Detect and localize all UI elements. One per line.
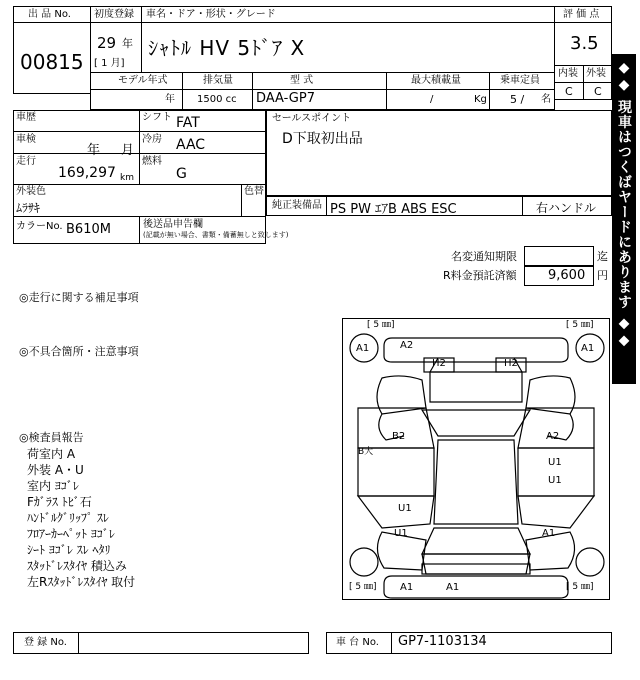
chassis-number-label: 車 台 No. — [336, 637, 379, 648]
history-label: 車歴 — [16, 112, 36, 123]
steering: 右ハンドル — [536, 201, 597, 215]
damage-mark: B2 — [392, 431, 406, 442]
damage-mark: U1 — [394, 528, 408, 539]
equipment-label: 純正装備品 — [272, 200, 322, 211]
damage-mark: U1 — [398, 503, 412, 514]
damage-mark: U1 — [548, 457, 562, 468]
recycle-label: R料金預託済額 — [443, 269, 517, 282]
mileage-label: 走行 — [16, 156, 36, 167]
inspection-month-unit: 月 — [121, 143, 135, 158]
interior-label: 内装 — [558, 68, 578, 79]
ac: AAC — [176, 137, 206, 153]
lot-number-label: 出 品 No. — [28, 9, 71, 20]
car-diagram — [342, 318, 610, 600]
damage-mark: A2 — [546, 431, 560, 442]
max-load-unit: Kg — [474, 94, 487, 105]
model-type: DAA-GP7 — [256, 91, 315, 106]
sales-points-text: D下取初出品 — [282, 131, 363, 147]
model-label: 車名・ドア・形状・グレード — [146, 9, 276, 20]
tire-depth-front-right: [ 5 ㎜] — [566, 320, 594, 330]
location-banner — [612, 54, 636, 384]
model-year-label: モデル年式 — [118, 75, 168, 86]
first-registration-label: 初度登録 — [94, 9, 134, 20]
damage-mark: A1 — [356, 343, 370, 354]
tire-depth-front-left: [ 5 ㎜] — [367, 320, 395, 330]
lot-number: 00815 — [20, 50, 84, 74]
exterior-grade: C — [594, 85, 602, 98]
damage-mark: H2 — [504, 358, 518, 369]
sales-points-label: セールスポイント — [272, 113, 352, 124]
name-change-label: 名変通知期限 — [451, 250, 517, 263]
inspector-note: 左Rｽﾀｯﾄﾞﾚｽﾀｲﾔ 取付 — [27, 575, 136, 589]
documents-note: (記載が無い場合、書類・備蓄無しと致します) — [143, 231, 289, 239]
model-name: ｼｬﾄﾙ HV 5ﾄﾞｱ X — [148, 36, 306, 60]
displacement: 1500 cc — [197, 94, 237, 105]
inspection-year-unit: 年 — [87, 143, 101, 158]
inspector-note: 荷室内 A — [27, 447, 76, 461]
recycle-unit: 円 — [597, 269, 608, 282]
inspector-note: 室内 ﾖｺﾞﾚ — [27, 479, 79, 493]
color: ﾑﾗｻｷ — [16, 201, 41, 215]
damage-mark: H2 — [432, 358, 446, 369]
mileage-unit: km — [120, 173, 134, 183]
capacity-unit: 名 — [541, 94, 551, 105]
shift-label: シフト — [142, 112, 172, 123]
inspector-note: ﾊﾝﾄﾞﾙｸﾞﾘｯﾌﾟ ｽﾚ — [27, 511, 109, 525]
max-load-label: 最大積載量 — [411, 75, 461, 86]
shift: FAT — [176, 115, 200, 131]
damage-mark: A2 — [400, 340, 414, 351]
inspector-note: ｽﾀｯﾄﾞﾚｽﾀｲﾔ 積込み — [27, 559, 127, 573]
inspector-note: ｼｰﾄ ﾖｺﾞﾚ ｽﾚ ﾍﾀﾘ — [27, 543, 111, 557]
capacity-label: 乗車定員 — [500, 75, 540, 86]
name-change-unit: 迄 — [597, 250, 608, 263]
tire-depth-rear-left: [ 5 ㎜] — [349, 582, 377, 592]
color-change-label: 色替 — [244, 186, 264, 197]
interior-grade: C — [565, 85, 573, 98]
inspector-note: Fｶﾞﾗｽ ﾄﾋﾞ石 — [27, 495, 92, 509]
tire-depth-rear-right: [ 5 ㎜] — [566, 582, 594, 592]
equipment-items: PS PW ｴｱB ABS ESC — [330, 202, 457, 217]
damage-mark: A1 — [400, 582, 414, 593]
color-label: 外装色 — [16, 186, 46, 197]
fuel: G — [176, 166, 187, 182]
damage-mark: A1 — [581, 343, 595, 354]
inspector-notes — [27, 446, 135, 590]
damage-mark: U1 — [548, 475, 562, 486]
inspector-note: 外装 A・U — [27, 463, 84, 477]
registration-year: 29 — [97, 34, 117, 52]
damage-mark: A1 — [446, 582, 460, 593]
model-year-unit: 年 — [165, 94, 175, 105]
color-number-label: カラーNo. — [16, 221, 63, 232]
registration-number-label: 登 録 No. — [24, 637, 67, 648]
inspection-label: 車検 — [16, 134, 36, 145]
year-unit: 年 — [122, 37, 133, 50]
displacement-label: 排気量 — [203, 75, 233, 86]
damage-mark: B大 — [358, 447, 374, 457]
max-load-separator: / — [430, 94, 434, 105]
driving-notes-label: ◎走行に関する補足事項 — [19, 291, 139, 304]
chassis-number: GP7-1103134 — [398, 634, 487, 649]
ac-label: 冷房 — [142, 134, 162, 145]
name-change-box — [524, 246, 594, 266]
type-label: 型 式 — [290, 75, 314, 86]
inspector-note: ﾌﾛｱｰｶｰﾍﾟｯﾄ ﾖｺﾞﾚ — [27, 527, 115, 541]
mileage: 169,297 — [58, 165, 116, 181]
color-number: B610M — [66, 222, 111, 237]
location-banner-text: ◆◆ 現車はつくばヤードにあります ◆◆ — [616, 60, 632, 350]
defects-label: ◎不具合箇所・注意事項 — [19, 345, 139, 358]
score-label: 評 価 点 — [563, 9, 600, 20]
recycle-amount: 9,600 — [548, 268, 586, 283]
fuel-label: 燃料 — [142, 156, 162, 167]
inspector-label: ◎検査員報告 — [19, 431, 84, 444]
exterior-label: 外装 — [586, 68, 606, 79]
score: 3.5 — [570, 33, 599, 54]
capacity: 5 / — [510, 93, 525, 106]
registration-month: [ 1 月] — [94, 58, 125, 69]
damage-mark: A1 — [542, 528, 556, 539]
documents-label: 後送品申告欄 — [143, 219, 203, 230]
